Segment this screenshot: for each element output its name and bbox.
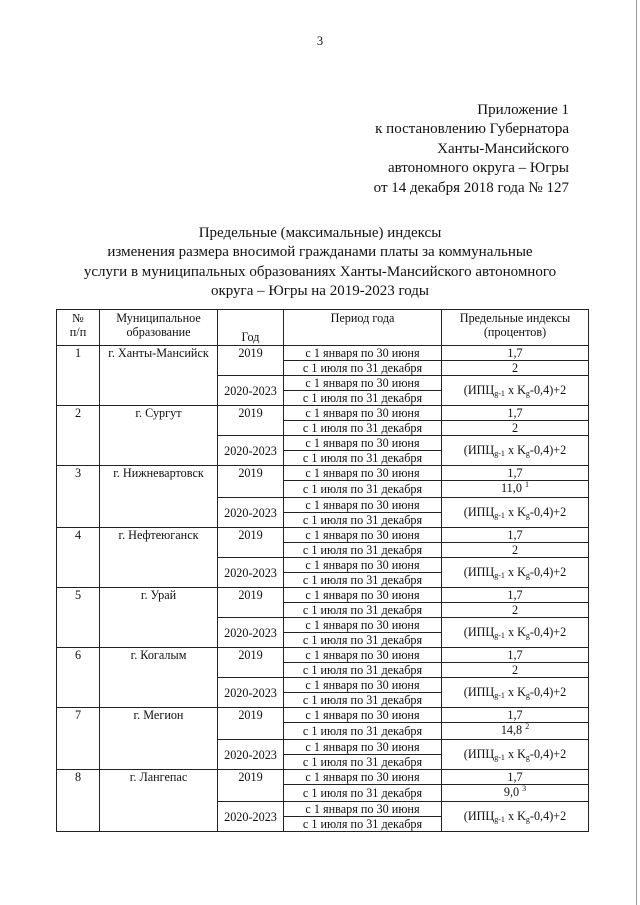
period-first-half: с 1 января по 30 июня (284, 678, 442, 693)
period-second-half: с 1 июля по 31 декабря (284, 513, 442, 528)
period-first-half: с 1 января по 30 июня (284, 802, 442, 817)
formula-mid: x K (504, 808, 526, 823)
formula-close: -0,4)+2 (529, 684, 567, 699)
row-number: 7 (57, 708, 100, 770)
formula-sub: g (525, 690, 530, 700)
table-row (57, 406, 589, 421)
municipality-name: г. Нефтеюганск (100, 528, 218, 588)
formula-close: -0,4)+2 (529, 504, 567, 519)
row-year: 2020-2023 (218, 376, 284, 406)
row-year: 2020-2023 (218, 558, 284, 588)
formula-open: (ИПЦ (463, 746, 495, 761)
table-row (57, 588, 589, 603)
index-value (442, 543, 589, 558)
municipality-name: г. Ханты-Мансийск (100, 346, 218, 406)
index-formula (442, 740, 589, 770)
index-value-text: 2 (511, 361, 519, 375)
period-second-half: с 1 июля по 31 декабря (284, 421, 442, 436)
formula-sub: g (525, 388, 530, 398)
row-number: 6 (57, 648, 100, 708)
appendix-line: Приложение 1 (477, 102, 569, 118)
index-value (442, 785, 589, 802)
formula-sub: g-1 (494, 448, 505, 458)
period-first-half: с 1 января по 30 июня (284, 740, 442, 755)
row-year: 2019 (218, 346, 284, 376)
header-row (57, 310, 589, 346)
period-second-half: с 1 июля по 31 декабря (284, 391, 442, 406)
header-municipality: Муниципальное образование (100, 310, 218, 346)
index-table (56, 309, 589, 832)
index-value (442, 603, 589, 618)
period-first-half: с 1 января по 30 июня (284, 406, 442, 421)
document-title (70, 224, 570, 302)
formula-mid: x K (504, 564, 526, 579)
row-year: 2020-2023 (218, 436, 284, 466)
formula-open: (ИПЦ (463, 442, 495, 457)
header-number: № п/п (57, 310, 100, 346)
index-value-text: 14,8 (500, 723, 523, 737)
row-year: 2019 (218, 528, 284, 558)
formula-sub: g-1 (494, 510, 505, 520)
index-value: 1,7 (442, 648, 589, 663)
index-value (442, 421, 589, 436)
page-edge (636, 0, 637, 905)
title-line: округа – Югры на 2019-2023 годы (210, 283, 430, 300)
table-row (57, 346, 589, 361)
formula-sub: g (525, 570, 530, 580)
index-formula (442, 498, 589, 528)
table-row (57, 770, 589, 785)
row-number: 4 (57, 528, 100, 588)
index-value (442, 723, 589, 740)
period-first-half: с 1 января по 30 июня (284, 376, 442, 391)
formula-sub: g-1 (494, 814, 505, 824)
period-second-half: с 1 июля по 31 декабря (284, 663, 442, 678)
appendix-line: к постановлению Губернатора (375, 121, 569, 138)
index-value: 1,7 (442, 528, 589, 543)
row-number: 8 (57, 770, 100, 832)
period-second-half: с 1 июля по 31 декабря (284, 603, 442, 618)
row-year: 2020-2023 (218, 498, 284, 528)
period-second-half: с 1 июля по 31 декабря (284, 785, 442, 802)
formula-mid: x K (504, 504, 526, 519)
formula-sub: g-1 (494, 388, 505, 398)
index-value-text: 11,0 (501, 481, 522, 495)
period-first-half: с 1 января по 30 июня (284, 498, 442, 513)
index-value-text: 2 (511, 663, 519, 677)
row-number: 2 (57, 406, 100, 466)
index-value: 1,7 (442, 406, 589, 421)
period-first-half: с 1 января по 30 июня (284, 648, 442, 663)
municipality-name: г. Лангепас (100, 770, 218, 832)
formula-open: (ИПЦ (463, 504, 495, 519)
table-row (57, 708, 589, 723)
index-value-text: 2 (511, 603, 519, 617)
header-year: Год (218, 310, 284, 346)
period-second-half: с 1 июля по 31 декабря (284, 633, 442, 648)
index-value (442, 663, 589, 678)
footnote-mark: 1 (524, 480, 529, 489)
formula-sub: g (525, 630, 530, 640)
index-formula (442, 436, 589, 466)
row-year: 2019 (218, 770, 284, 802)
formula-sub: g (525, 752, 530, 762)
municipality-name: г. Мегион (100, 708, 218, 770)
formula-sub: g-1 (494, 630, 505, 640)
table-row (57, 528, 589, 543)
page-number: 3 (316, 34, 324, 48)
formula-open: (ИПЦ (463, 684, 495, 699)
row-year: 2019 (218, 708, 284, 740)
row-number: 5 (57, 588, 100, 648)
formula-mid: x K (504, 382, 526, 397)
index-value-text: 2 (511, 543, 519, 557)
index-value-text: 2 (511, 421, 519, 435)
period-second-half: с 1 июля по 31 декабря (284, 817, 442, 832)
footnote-mark: 3 (522, 784, 527, 793)
period-first-half: с 1 января по 30 июня (284, 436, 442, 451)
formula-sub: g (525, 448, 530, 458)
period-first-half: с 1 января по 30 июня (284, 588, 442, 603)
formula-close: -0,4)+2 (529, 442, 567, 457)
period-second-half: с 1 июля по 31 декабря (284, 693, 442, 708)
table-header (57, 310, 589, 346)
period-second-half: с 1 июля по 31 декабря (284, 573, 442, 588)
appendix-block (374, 101, 569, 198)
title-line: Предельные (максимальные) индексы (198, 225, 442, 241)
formula-mid: x K (504, 746, 526, 761)
appendix-line: от 14 декабря 2018 года № 127 (373, 179, 569, 196)
period-first-half: с 1 января по 30 июня (284, 770, 442, 785)
table-body (57, 346, 589, 832)
row-year: 2020-2023 (218, 740, 284, 770)
period-first-half: с 1 января по 30 июня (284, 618, 442, 633)
formula-mid: x K (504, 624, 526, 639)
header-index: Предельные индексы (процентов) (442, 310, 589, 346)
index-formula (442, 678, 589, 708)
row-number: 1 (57, 346, 100, 406)
formula-open: (ИПЦ (463, 808, 495, 823)
period-first-half: с 1 января по 30 июня (284, 466, 442, 481)
appendix-line: Ханты-Мансийского (437, 140, 569, 157)
formula-sub: g (525, 510, 530, 520)
formula-sub: g (525, 814, 530, 824)
index-value (442, 361, 589, 376)
formula-close: -0,4)+2 (529, 624, 567, 639)
row-year: 2019 (218, 406, 284, 436)
footnote-mark: 2 (525, 722, 530, 731)
formula-open: (ИПЦ (463, 564, 495, 579)
title-line: услуги в муниципальных образованиях Ханты-Мансийского автономного (83, 263, 557, 280)
formula-sub: g-1 (494, 570, 505, 580)
formula-open: (ИПЦ (463, 382, 495, 397)
row-number: 3 (57, 466, 100, 528)
municipality-name: г. Урай (100, 588, 218, 648)
appendix-line: автономного округа – Югры (387, 160, 569, 177)
formula-open: (ИПЦ (463, 624, 495, 639)
index-value: 1,7 (442, 770, 589, 785)
row-year: 2020-2023 (218, 618, 284, 648)
period-second-half: с 1 июля по 31 декабря (284, 755, 442, 770)
formula-close: -0,4)+2 (529, 746, 567, 761)
period-second-half: с 1 июля по 31 декабря (284, 361, 442, 376)
index-value (442, 481, 589, 498)
table-row (57, 466, 589, 481)
row-year: 2020-2023 (218, 802, 284, 832)
index-formula (442, 618, 589, 648)
table-row (57, 648, 589, 663)
row-year: 2019 (218, 648, 284, 678)
header-period: Период года (284, 310, 442, 346)
municipality-name: г. Когалым (100, 648, 218, 708)
municipality-name: г. Нижневартовск (100, 466, 218, 528)
formula-mid: x K (504, 684, 526, 699)
municipality-name: г. Сургут (100, 406, 218, 466)
index-value: 1,7 (442, 708, 589, 723)
index-value: 1,7 (442, 346, 589, 361)
period-second-half: с 1 июля по 31 декабря (284, 451, 442, 466)
index-value: 1,7 (442, 466, 589, 481)
period-first-half: с 1 января по 30 июня (284, 708, 442, 723)
period-second-half: с 1 июля по 31 декабря (284, 481, 442, 498)
row-year: 2020-2023 (218, 678, 284, 708)
formula-mid: x K (504, 442, 526, 457)
title-line: изменения размера вносимой гражданами платы за коммунальные (107, 244, 533, 261)
index-formula (442, 558, 589, 588)
formula-close: -0,4)+2 (529, 808, 567, 823)
index-value-text: 9,0 (503, 785, 520, 799)
formula-sub: g-1 (494, 752, 505, 762)
period-second-half: с 1 июля по 31 декабря (284, 723, 442, 740)
index-formula (442, 802, 589, 832)
row-year: 2019 (218, 588, 284, 618)
formula-sub: g-1 (494, 690, 505, 700)
index-formula (442, 376, 589, 406)
formula-close: -0,4)+2 (529, 564, 567, 579)
index-value: 1,7 (442, 588, 589, 603)
period-first-half: с 1 января по 30 июня (284, 346, 442, 361)
period-first-half: с 1 января по 30 июня (284, 528, 442, 543)
period-first-half: с 1 января по 30 июня (284, 558, 442, 573)
period-second-half: с 1 июля по 31 декабря (284, 543, 442, 558)
row-year: 2019 (218, 466, 284, 498)
formula-close: -0,4)+2 (529, 382, 567, 397)
